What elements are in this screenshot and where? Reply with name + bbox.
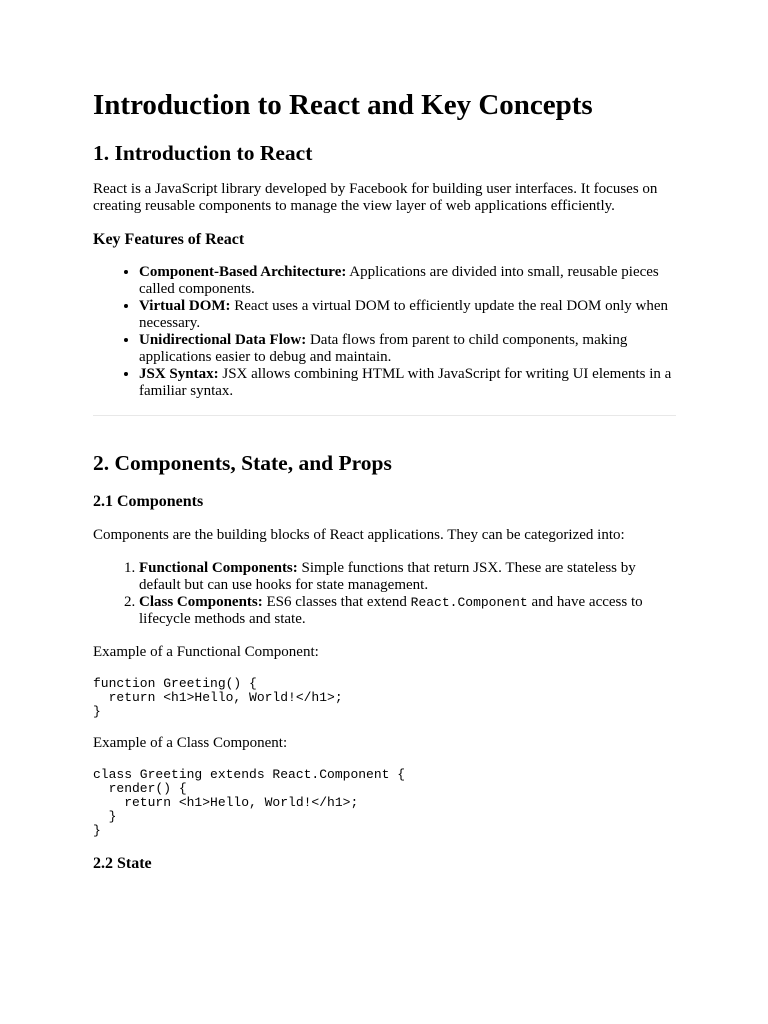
- component-types-list: [93, 560, 676, 628]
- component-type-term: Class Components:: [139, 594, 263, 610]
- feature-term: Virtual DOM:: [139, 298, 231, 314]
- components-intro: Components are the building blocks of React applications. They can be categorized into:: [93, 527, 625, 543]
- key-features-heading: Key Features of React: [93, 231, 245, 248]
- document-title: Introduction to React and Key Concepts: [93, 89, 593, 121]
- feature-text: React uses a virtual DOM to efficiently update the real DOM only when necessary.: [139, 298, 669, 331]
- feature-item: [139, 264, 676, 298]
- inline-code: React.Component: [410, 595, 528, 610]
- feature-term: Unidirectional Data Flow:: [139, 332, 307, 348]
- feature-term: JSX Syntax:: [139, 366, 219, 382]
- section-1-heading: 1. Introduction to React: [93, 141, 313, 165]
- state-heading: 2.2 State: [93, 855, 152, 872]
- component-type-item: [139, 560, 676, 594]
- feature-item: [139, 298, 676, 332]
- component-type-text: ES6 classes that extend: [262, 594, 411, 610]
- feature-term: Component-Based Architecture:: [139, 264, 347, 280]
- feature-text: Applications are divided into small, reusable pieces called components.: [139, 264, 659, 297]
- component-type-text: and have access to lifecycle methods and state.: [139, 594, 643, 627]
- components-heading: 2.1 Components: [93, 493, 204, 510]
- feature-text: Data flows from parent to child components, making applications easier to debug and maintain.: [139, 332, 628, 365]
- section-divider: [93, 415, 676, 416]
- functional-component-code-block: function Greeting() { return <h1>Hello, World!</h1>; }: [93, 676, 343, 719]
- section-2-heading: 2. Components, State, and Props: [93, 451, 392, 475]
- feature-text: JSX allows combining HTML with JavaScript for writing UI elements in a familiar syntax.: [139, 366, 672, 399]
- component-type-item: [139, 594, 676, 628]
- feature-item: [139, 332, 676, 366]
- key-features-list: [93, 264, 676, 400]
- section-1-intro: React is a JavaScript library developed by Facebook for building user interfaces. It focuses on creating reusable components to manage the view layer of web applications efficiently.: [93, 181, 658, 214]
- functional-example-label: Example of a Functional Component:: [93, 644, 319, 660]
- component-type-term: Functional Components:: [139, 560, 298, 576]
- class-example-label: Example of a Class Component:: [93, 735, 288, 751]
- feature-item: [139, 366, 676, 400]
- component-type-text: Simple functions that return JSX. These are stateless by default but can use hooks for state management.: [139, 560, 636, 593]
- class-component-code-block: class Greeting extends React.Component { render() { return <h1>Hello, World!</h1>; } }: [93, 767, 406, 838]
